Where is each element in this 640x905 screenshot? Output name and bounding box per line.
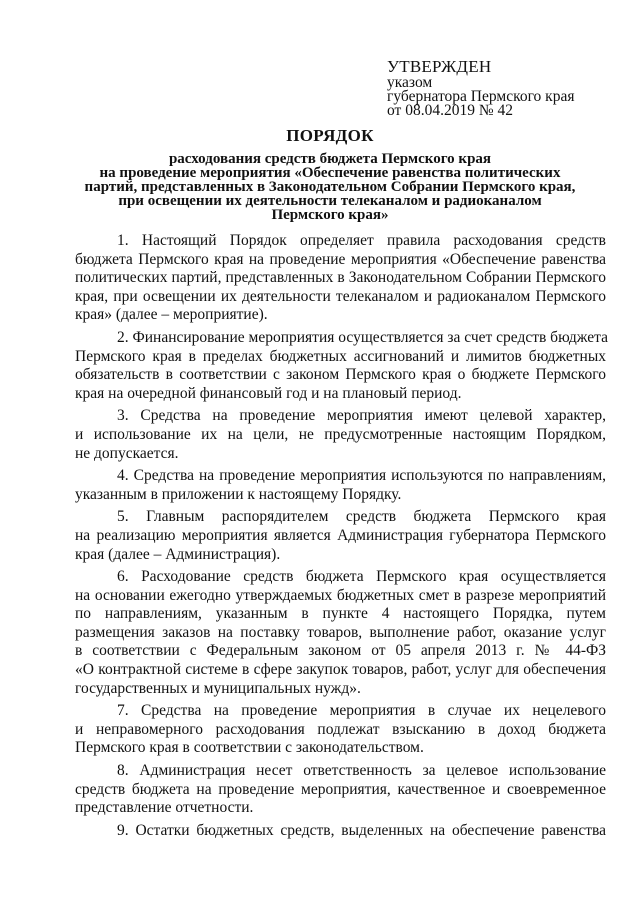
paragraph-line: 7. Средства на проведение мероприятия в случае их нецелевого — [117, 702, 606, 720]
paragraph-2 — [75, 329, 606, 403]
paragraph-line: размещения заказов на поставку товаров, выполнение работ, оказание услуг — [75, 623, 606, 641]
paragraph-1 — [75, 232, 606, 325]
document-subtitle-line: при освещении их деятельности телеканалом и радиоканалом — [118, 193, 542, 209]
paragraph-4 — [75, 467, 606, 504]
paragraph-line: края, при освещении их деятельности телеканалом и радиоканалом Пермского — [75, 287, 606, 305]
paragraph-8 — [75, 762, 606, 818]
approval-line-3: от 08.04.2019 № 42 — [387, 102, 513, 119]
paragraph-5 — [75, 508, 606, 564]
paragraph-line: 5. Главным распорядителем средств бюджета Пермского края — [117, 508, 606, 526]
paragraph-line: политических партий, представленных в Законодательном Собрании Пермского — [75, 269, 606, 287]
document-subtitle-line: на проведение мероприятия «Обеспечение равенства политических — [99, 165, 561, 181]
document-subtitle-line: Пермского края» — [271, 207, 389, 223]
paragraph-line: и неправомерного расходования подлежат взысканию в доход бюджета — [75, 720, 606, 738]
paragraph-line: представление отчетности. — [75, 799, 254, 817]
paragraph-line: 6. Расходование средств бюджета Пермского края осуществляется — [117, 568, 606, 586]
document-subtitle-line: партий, представленных в Законодательном Собрании Пермского края, — [84, 179, 576, 195]
paragraph-line: указанным в приложении к настоящему Порядку. — [75, 485, 402, 503]
approval-line-1: указом — [387, 74, 433, 91]
paragraph-line: Пермского края в соответствии с законодательством. — [75, 739, 424, 757]
paragraph-line: края» (далее – мероприятие). — [75, 306, 268, 324]
paragraph-line: Пермского края в пределах бюджетных ассигнований и лимитов бюджетных — [75, 347, 606, 365]
paragraph-line: края на очередной финансовый год и на плановый период. — [75, 384, 462, 402]
document-body — [75, 232, 606, 840]
paragraph-line: 2. Финансирование мероприятия осуществляется за счет средств бюджета — [117, 328, 608, 346]
paragraph-6 — [75, 568, 606, 698]
paragraph-line: 4. Средства на проведение мероприятия используются по направлениям, — [117, 467, 606, 485]
paragraph-line: по направлениям, указанным в пункте 4 настоящего Порядка, путем — [75, 605, 606, 623]
paragraph-line: «О контрактной системе в сфере закупок товаров, работ, услуг для обеспечения — [75, 661, 606, 679]
paragraph-line: обязательств в соответствии с законом Пермского края о бюджете Пермского — [75, 366, 606, 384]
paragraph-line: и использование их на цели, не предусмотренные настоящим Порядком, — [75, 425, 606, 443]
paragraph-line: государственных и муниципальных нужд». — [75, 679, 361, 697]
paragraph-line: бюджета Пермского края на проведение мероприятия «Обеспечение равенства — [75, 250, 606, 268]
approval-line-2: губернатора Пермского края — [387, 88, 575, 105]
paragraph-line: средств бюджета на проведение мероприятия, качественное и своевременное — [75, 780, 606, 798]
paragraph-7 — [75, 702, 606, 758]
paragraph-line: 3. Средства на проведение мероприятия имеют целевой характер, — [117, 407, 606, 425]
paragraph-line: края (далее – Администрация). — [75, 545, 281, 563]
paragraph-line: 9. Остатки бюджетных средств, выделенных на обеспечение равенства — [117, 821, 606, 839]
document-heading — [60, 126, 600, 222]
paragraph-line: на реализацию мероприятия является Администрация губернатора Пермского — [75, 526, 606, 544]
paragraph-line: 1. Настоящий Порядок определяет правила расходования средств — [117, 232, 606, 249]
paragraph-line: не допускается. — [75, 444, 179, 462]
paragraph-line: на основании ежегодно утверждаемых бюджетных смет в разрезе мероприятий — [75, 586, 606, 604]
document-title: ПОРЯДОК — [286, 126, 374, 145]
paragraph-9 — [75, 822, 606, 841]
approval-block — [387, 58, 627, 118]
document-subtitle-line: расходования средств бюджета Пермского края — [168, 151, 492, 167]
paragraph-line: в соответствии с Федеральным законом от 05 апреля 2013 г. № 44-ФЗ — [75, 642, 606, 660]
paragraph-3 — [75, 407, 606, 463]
paragraph-line: 8. Администрация несет ответственность за целевое использование — [117, 762, 606, 780]
approval-title: УТВЕРЖДЕН — [387, 57, 492, 76]
